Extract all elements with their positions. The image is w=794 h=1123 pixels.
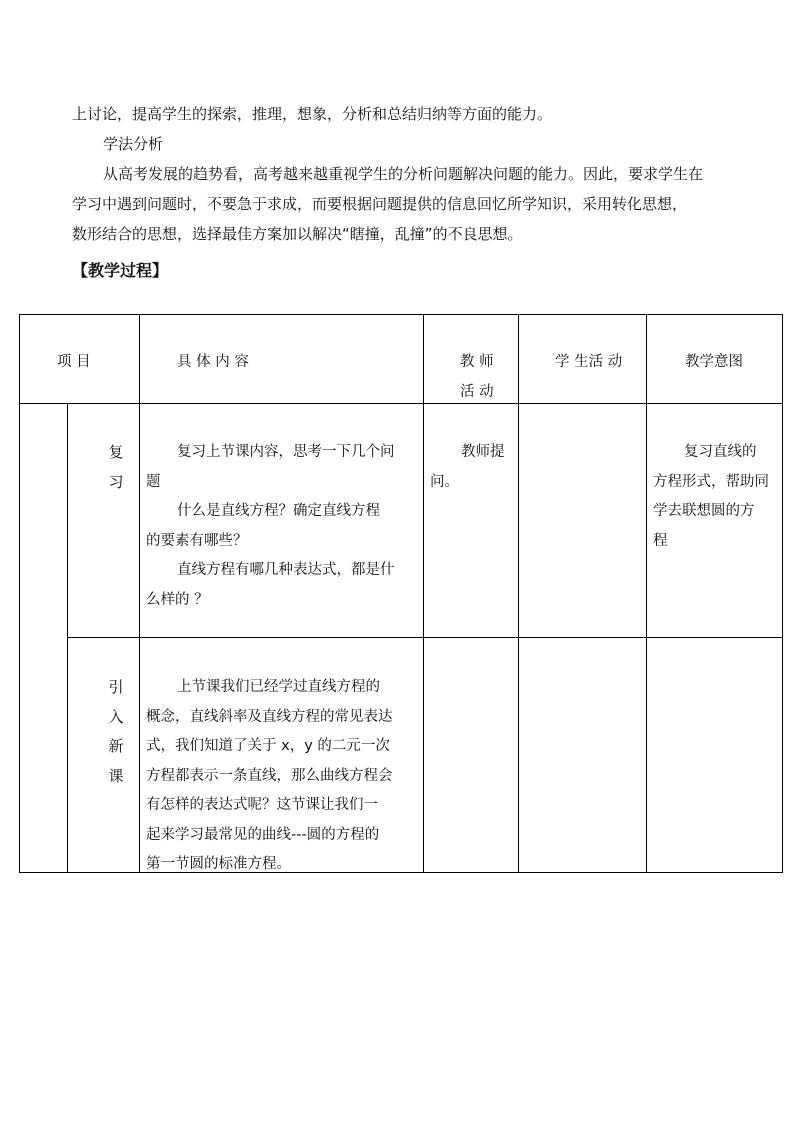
header-student-activity: 学 生活 动 <box>555 354 623 370</box>
method-heading: 学法分析 <box>103 135 164 153</box>
new-lesson-content: 上节课我们已经学过直线方程的 概念，直线斜率及直线方程的常见表达 式，我们知道了关于 x，y 的二元一次 方程都表示一条直线，那么曲线方程会 有怎样的表达式呢？这节课让我们一 起来学习最常见的曲线---圆的方程的 第一节圆的标准方程。 <box>146 679 393 872</box>
header-content: 具 体 内 容 <box>177 354 249 370</box>
header-teaching-intent: 教学意图 <box>685 354 743 370</box>
review-teaching-intent: 复习直线的 方程形式，帮助同 学去联想圆的方 程 <box>653 444 769 549</box>
method-paragraph-line-1: 从高考发展的趋势看，高考越来越重视学生的分析问题解决问题的能力。因此，要求学生在 <box>103 165 704 183</box>
review-teacher-activity: 教师提 问。 <box>430 444 505 490</box>
row-label-new-lesson: 引 入 新 课 <box>108 678 124 785</box>
header-item: 项 目 <box>57 354 91 370</box>
method-paragraph-line-3: 数形结合的思想，选择最佳方案加以解决“瞎撞，乱撞”的不良思想。 <box>72 225 523 243</box>
method-paragraph-line-2: 学习中遇到问题时，不要急于求成，而要根据问题提供的信息回忆所学知识，采用转化思想， <box>72 195 688 213</box>
review-content: 复习上节课内容，思考一下几个问 题 什么是直线方程？确定直线方程 的要素有哪些？ 直线方程有哪几种表达式，都是什 么样的 ？ <box>146 444 395 608</box>
intro-line-1: 上讨论，提高学生的探索，推理，想象，分析和总结归纳等方面的能力。 <box>72 105 553 123</box>
header-teacher-activity: 教 师 活 动 <box>460 354 494 400</box>
teaching-process-table <box>19 314 783 873</box>
row-label-review: 复 习 <box>108 443 124 491</box>
section-title: 【教学过程】 <box>72 261 169 280</box>
